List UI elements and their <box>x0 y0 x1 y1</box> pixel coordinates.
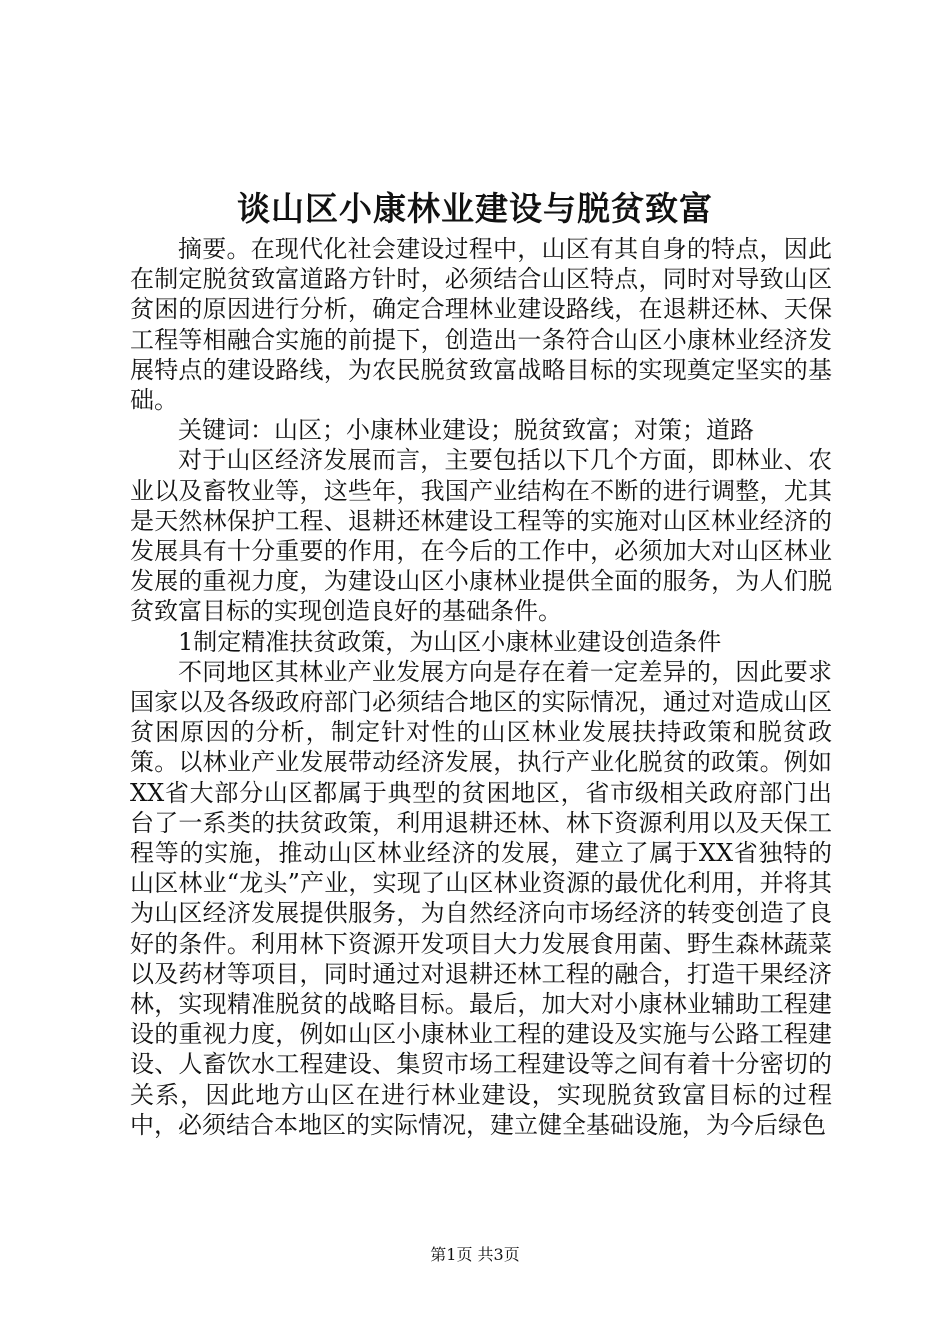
document-title: 谈山区小康林业建设与脱贫致富 <box>237 189 713 228</box>
section-heading: 1制定精准扶贫政策，为山区小康林业建设创造条件 <box>178 627 722 656</box>
section-paragraph: 不同地区其林业产业发展方向是存在着一定差异的，因此要求国家以及各级政府部门必须结合地区的实际情况，通过对造成山区贫困原因的分析，制定针对性的山区林业发展扶持政策和脱贫政策。以林业产业发展带动经济发展，执行产业化脱贫的政策。例如XX省大部分山区都属于典型的贫困地区，省市级相关政府部门出台了一系类的扶贫政策，利用退耕还林、林下资源利用以及天保工程等的实施，推动山区林业经济的发展，建立了属于XX省独特的山区林业“龙头”产业，实现了山区林业资源的最优化利用，并将其为山区经济发展提供服务，为自然经济向市场经济的转变创造了良好的条件。利用林下资源开发项目大力发展食用菌、野生森林蔬菜以及药材等项目，同时通过对退耕还林工程的融合，打造干果经济林，实现精准脱贫的战略目标。最后，加大对小康林业辅助工程建设的重视力度，例如山区小康林业工程的建设及实施与公路工程建设、人畜饮水工程建设、集贸市场工程建设等之间有着十分密切的关系，因此地方山区在进行林业建设，实现脱贫致富目标的过程中，必须结合本地区的实际情况，建立健全基础设施，为今后绿色 <box>130 657 832 1139</box>
intro-paragraph: 对于山区经济发展而言，主要包括以下几个方面，即林业、农业以及畜牧业等，这些年，我国产业结构在不断的进行调整，尤其是天然林保护工程、退耕还林建设工程等的实施对山区林业经济的发展具有十分重要的作用，在今后的工作中，必须加大对山区林业发展的重视力度，为建设山区小康林业提供全面的服务，为人们脱贫致富目标的实现创造良好的基础条件。 <box>130 446 832 626</box>
abstract-paragraph: 摘要。在现代化社会建设过程中，山区有其自身的特点，因此在制定脱贫致富道路方针时，必须结合山区特点，同时对导致山区贫困的原因进行分析，确定合理林业建设路线，在退耕还林、天保工程等相融合实施的前提下，创造出一条符合山区小康林业经济发展特点的建设路线，为农民脱贫致富战略目标的实现奠定坚实的基础。 <box>130 235 832 415</box>
keywords-paragraph: 关键词：山区；小康林业建设；脱贫致富；对策；道路 <box>178 416 754 445</box>
document-body <box>130 234 832 1140</box>
page-number-footer: 第1页 共3页 <box>430 1245 520 1264</box>
